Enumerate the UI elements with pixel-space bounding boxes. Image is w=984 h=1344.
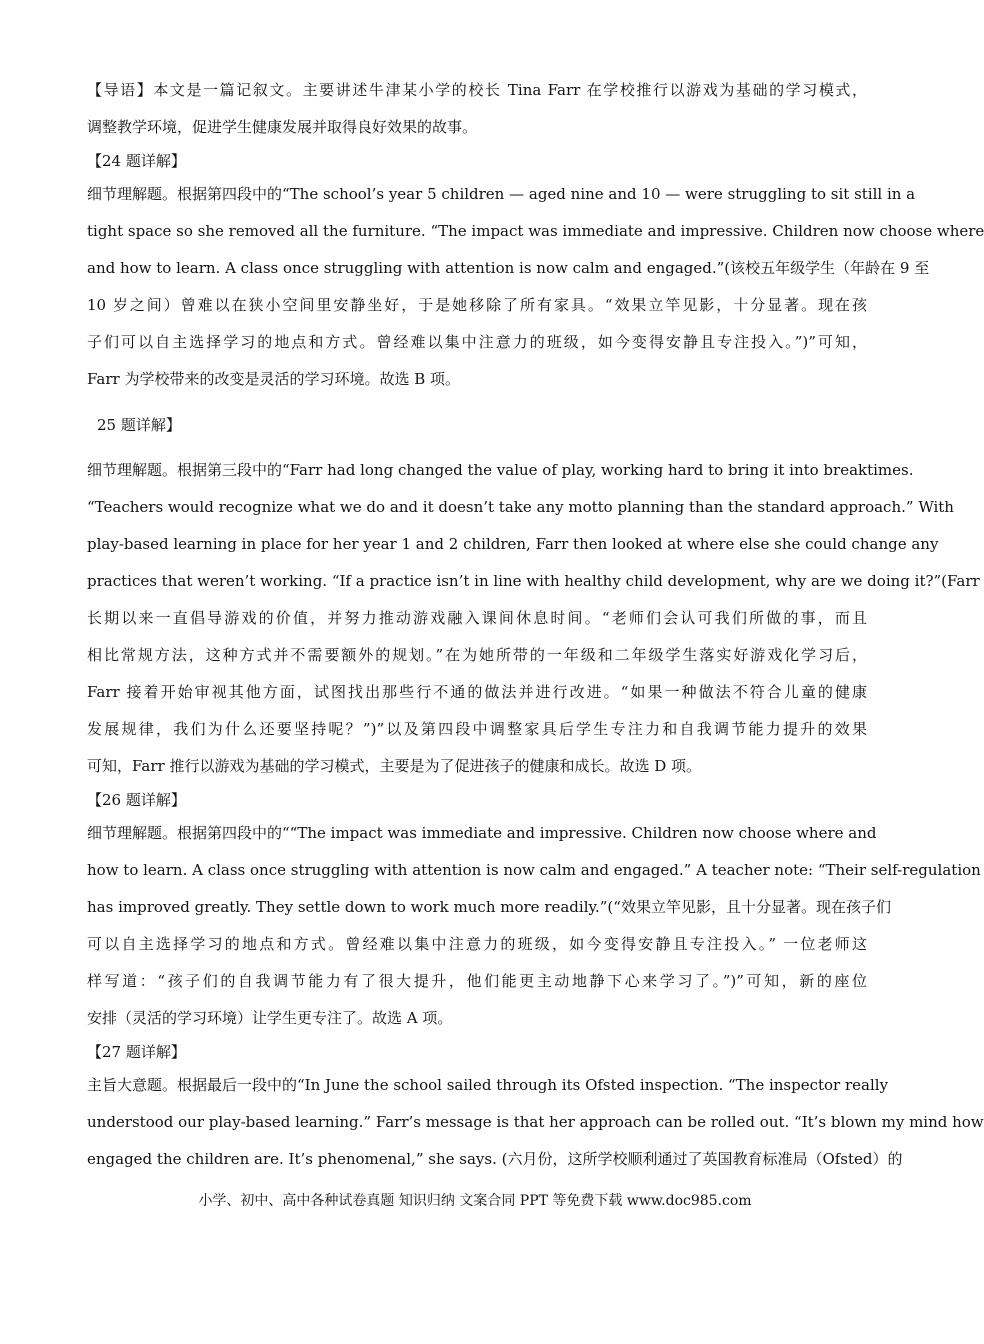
intro-line: 调整教学环境，促进学生健康发展并取得良好效果的故事。 [87,118,478,136]
intro-line: 【导语】本文是一篇记叙文。主要讲述牛津某小学的校长 Tina Farr 在学校推行以游戏为基础的学习模式， [87,81,867,99]
q26-line: has improved greatly. They settle down to work much more readily.”(“效果立竿见影，且十分显著。现在孩子们 [87,898,891,916]
q24-heading: 【24 题详解】 [87,152,186,170]
q25-line: play-based learning in place for her year 1 and 2 children, Farr then looked at where else she could change any [87,535,939,553]
q25-line: practices that weren’t working. “If a practice isn’t in line with healthy child development, why are we doing it?”(Farr [87,572,980,590]
q26-line: 安排（灵活的学习环境）让学生更专注了。故选 A 项。 [87,1009,453,1027]
q26-section [87,785,981,1037]
q26-heading: 【26 题详解】 [87,791,186,809]
q24-line: 细节理解题。根据第四段中的“The school’s year 5 children — aged nine and 10 — were struggling to sit still in a [87,185,916,203]
intro-section [87,72,867,146]
document-body [87,72,984,1178]
q25-line: 长期以来一直倡导游戏的价值，并努力推动游戏融入课间休息时间。“老师们会认可我们所做的事，而且 [87,609,867,627]
q24-line: and how to learn. A class once struggling with attention is now calm and engaged.”(该校五年级学生（年龄在 9 至 [87,259,930,277]
q25-line: “Teachers would recognize what we do and it doesn’t take any motto planning than the standard approach.” With [87,498,954,516]
q27-heading: 【27 题详解】 [87,1043,186,1061]
q25-section [87,398,980,785]
q25-line: 细节理解题。根据第三段中的“Farr had long changed the value of play, working hard to bring it into breaktimes. [87,461,914,479]
q24-line: tight space so she removed all the furniture. “The impact was immediate and impressive. Children now choose where [87,222,984,240]
page-footer: 小学、初中、高中各种试卷真题 知识归纳 文案合同 PPT 等免费下载 www.doc985.com [198,1193,752,1209]
q26-line: how to learn. A class once struggling with attention is now calm and engaged.” A teacher note: “Their self-regulation [87,861,981,879]
q25-line: 可知，Farr 推行以游戏为基础的学习模式，主要是为了促进孩子的健康和成长。故选 D 项。 [87,757,702,775]
q24-line: 10 岁之间）曾难以在狭小空间里安静坐好，于是她移除了所有家具。“效果立竿见影，十分显著。现在孩 [87,296,867,314]
q27-line: understood our play-based learning.” Farr’s message is that her approach can be rolled out. “It’s blown my mind how [87,1113,984,1131]
q26-line: 细节理解题。根据第四段中的““The impact was immediate and impressive. Children now choose where and [87,824,877,842]
q24-line: Farr 为学校带来的改变是灵活的学习环境。故选 B 项。 [87,370,461,388]
q27-section [87,1037,984,1178]
q27-line: engaged the children are. It’s phenomenal,” she says. (六月份，这所学校顺利通过了英国教育标准局（Ofsted）的 [87,1150,903,1168]
q25-line: 相比常规方法，这种方式并不需要额外的规划。”在为她所带的一年级和二年级学生落实好游戏化学习后， [87,646,867,664]
q25-line: 发展规律，我们为什么还要坚持呢？”)”以及第四段中调整家具后学生专注力和自我调节能力提升的效果 [87,720,867,738]
q24-line: 子们可以自主选择学习的地点和方式。曾经难以集中注意力的班级，如今变得安静且专注投入。”)”可知， [87,333,867,351]
q25-line: Farr 接着开始审视其他方面，试图找出那些行不通的做法并进行改进。“如果一种做法不符合儿童的健康 [87,683,867,701]
q27-line: 主旨大意题。根据最后一段中的“In June the school sailed through its Ofsted inspection. “The inspector really [87,1076,889,1094]
q26-line: 可以自主选择学习的地点和方式。曾经难以集中注意力的班级，如今变得安静且专注投入。” 一位老师这 [87,935,867,953]
q26-line: 样写道：“孩子们的自我调节能力有了很大提升，他们能更主动地静下心来学习了。”)”可知，新的座位 [87,972,867,990]
q24-section [87,146,984,398]
q25-heading: 25 题详解】 [97,416,181,434]
